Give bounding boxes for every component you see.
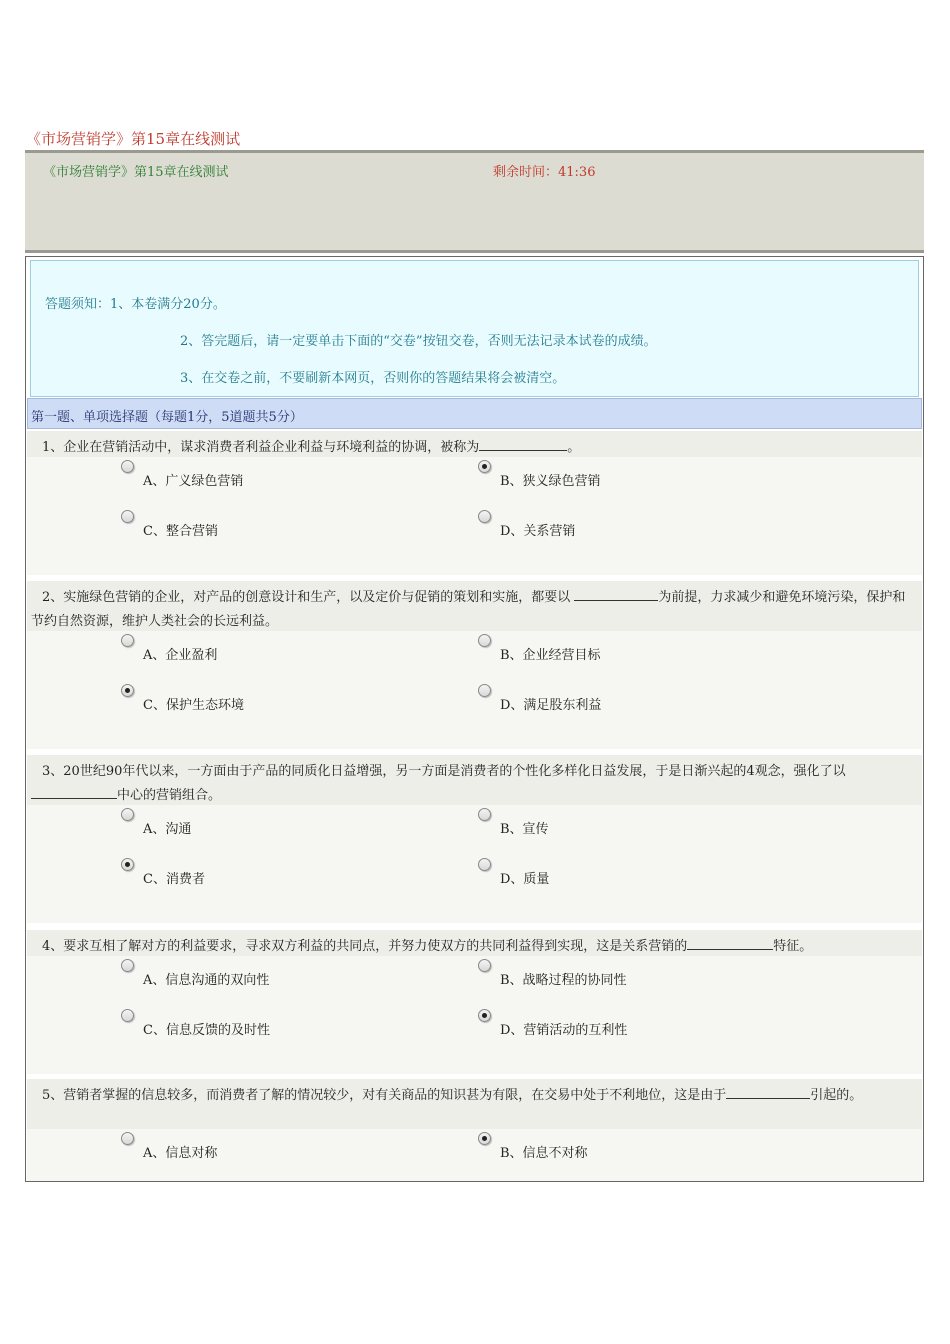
answer-blank: [31, 784, 117, 799]
exam-title: 《市场营销学》第15章在线测试: [43, 165, 229, 180]
q1-option-d[interactable]: D、关系营销: [478, 515, 575, 539]
radio-button[interactable]: [121, 634, 134, 647]
question-3-stem: [27, 755, 922, 805]
q3-option-b[interactable]: B、宣传: [478, 813, 549, 837]
page-title: 《市场营销学》第15章在线测试: [26, 130, 241, 148]
question-1-options: [27, 457, 922, 575]
instruction-line-3: 3、在交卷之前，不要刷新本网页，否则你的答题结果将会被清空。: [180, 371, 566, 386]
q4-option-c[interactable]: C、信息反馈的及时性: [121, 1014, 270, 1038]
q2-option-b[interactable]: B、企业经营目标: [478, 639, 601, 663]
question-1-text-end: 。: [567, 440, 581, 455]
q3-option-a[interactable]: A、沟通: [121, 813, 191, 837]
question-1-stem: [27, 431, 922, 457]
exam-header: [25, 150, 924, 253]
q4-option-d[interactable]: D、营销活动的互利性: [478, 1014, 627, 1038]
question-4-text-end: 特征。: [773, 939, 813, 954]
exam-panel: [25, 256, 924, 1182]
q2-option-d[interactable]: D、满足股东利益: [478, 689, 601, 713]
q4-option-a[interactable]: A、信息沟通的双向性: [121, 964, 269, 988]
radio-button[interactable]: [121, 510, 134, 523]
radio-button-selected[interactable]: [121, 684, 134, 697]
question-5-stem: [27, 1079, 922, 1129]
question-4-text: 4、要求互相了解对方的利益要求，寻求双方利益的共同点，并努力使双方的共同利益得到实现，这是关系营销的: [42, 939, 688, 954]
radio-button-selected[interactable]: [478, 460, 491, 473]
radio-button[interactable]: [478, 858, 491, 871]
answer-blank: [726, 1084, 810, 1099]
radio-button[interactable]: [478, 684, 491, 697]
question-5-text: 5、营销者掌握的信息较多，而消费者了解的情况较少，对有关商品的知识甚为有限，在交易中处于不利地位，这是由于: [42, 1088, 727, 1103]
q3-option-c[interactable]: C、消费者: [121, 863, 205, 887]
radio-button[interactable]: [478, 634, 491, 647]
answer-blank: [479, 436, 567, 451]
answer-blank: [687, 935, 773, 950]
radio-button[interactable]: [121, 1132, 134, 1145]
question-3-text-end: 中心的营销组合。: [117, 788, 222, 803]
instruction-line-1: 答题须知：1、本卷满分20分。: [45, 297, 226, 312]
question-2-text-end: 为前提，力求减少和避免环境污染，保护和节约自然资源，维护人类社会的长远利益。: [31, 590, 906, 629]
question-5-options: [27, 1129, 922, 1181]
question-2-text: 2、实施绿色营销的企业，对产品的创意设计和生产，以及定价与促销的策划和实施，都要以: [42, 590, 575, 605]
radio-button[interactable]: [121, 1009, 134, 1022]
q5-option-a[interactable]: A、信息对称: [121, 1137, 217, 1161]
countdown-timer: 剩余时间：41:36: [493, 165, 596, 180]
section-header: 第一题、单项选择题（每题1分，5道题共5分）: [27, 398, 922, 429]
radio-button[interactable]: [121, 460, 134, 473]
q1-option-a[interactable]: A、广义绿色营销: [121, 465, 243, 489]
q3-option-d[interactable]: D、质量: [478, 863, 549, 887]
question-4-options: [27, 956, 922, 1074]
q1-option-c[interactable]: C、整合营销: [121, 515, 218, 539]
q4-option-b[interactable]: B、战略过程的协同性: [478, 964, 627, 988]
question-2-options: [27, 631, 922, 749]
question-3-options: [27, 805, 922, 923]
question-3-text: 3、20世纪90年代以来，一方面由于产品的同质化日益增强，另一方面是消费者的个性化多样化日益发展，于是日渐兴起的4观念，强化了以: [42, 764, 846, 779]
radio-button[interactable]: [478, 808, 491, 821]
question-4-stem: [27, 930, 922, 956]
radio-button[interactable]: [121, 959, 134, 972]
radio-button[interactable]: [478, 959, 491, 972]
radio-button-selected[interactable]: [121, 858, 134, 871]
radio-button-selected[interactable]: [478, 1009, 491, 1022]
question-2-stem: [27, 581, 922, 631]
q5-option-b[interactable]: B、信息不对称: [478, 1137, 588, 1161]
answer-blank: [574, 586, 658, 601]
instruction-line-2: 2、答完题后，请一定要单击下面的“交卷”按钮交卷，否则无法记录本试卷的成绩。: [180, 334, 657, 349]
q2-option-a[interactable]: A、企业盈利: [121, 639, 217, 663]
q2-option-c[interactable]: C、保护生态环境: [121, 689, 244, 713]
question-5-text-end: 引起的。: [810, 1088, 863, 1103]
question-1-text: 1、企业在营销活动中，谋求消费者利益企业利益与环境利益的协调，被称为: [42, 440, 480, 455]
radio-button-selected[interactable]: [478, 1132, 491, 1145]
radio-button[interactable]: [121, 808, 134, 821]
q1-option-b[interactable]: B、狭义绿色营销: [478, 465, 601, 489]
radio-button[interactable]: [478, 510, 491, 523]
instructions-box: [30, 260, 919, 397]
